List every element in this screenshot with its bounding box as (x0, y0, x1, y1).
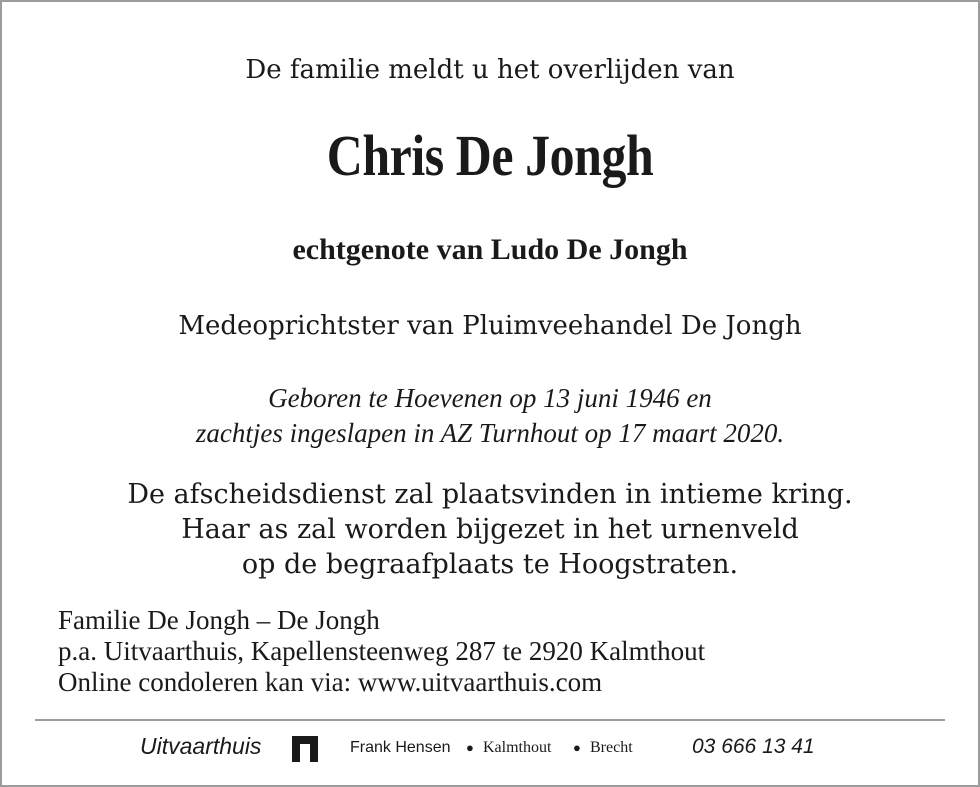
service-details (0, 477, 980, 582)
funeral-home-footer (0, 732, 980, 766)
spouse-line: echtgenote van Ludo De Jongh (292, 233, 688, 266)
location-brecht: Brecht (590, 739, 633, 756)
phone-number: 03 666 13 41 (692, 735, 815, 758)
funeral-home-brand: Uitvaarthuis (140, 733, 262, 759)
intro-text: De familie meldt u het overlijden van (245, 55, 735, 85)
contact-block (58, 605, 705, 698)
funeral-director: Frank Hensen (350, 739, 451, 756)
service-line-1: De afscheidsdienst zal plaatsvinden in intieme kring. (127, 479, 853, 510)
birth-death-dates (0, 381, 980, 451)
divider (35, 719, 945, 721)
founder-line: Medeoprichtster van Pluimveehandel De Jongh (178, 311, 802, 341)
location-kalmthout: Kalmthout (483, 739, 552, 756)
contact-online: Online condoleren kan via: www.uitvaarthuis.com (58, 667, 603, 697)
arch-logo-icon (290, 734, 320, 767)
contact-family: Familie De Jongh – De Jongh (58, 605, 380, 635)
separator-dot: ● (573, 740, 581, 755)
contact-address: p.a. Uitvaarthuis, Kapellensteenweg 287 te 2920 Kalmthout (58, 636, 706, 666)
dates-line-1: Geboren te Hoevenen op 13 juni 1946 en (268, 383, 712, 413)
dates-line-2: zachtjes ingeslapen in AZ Turnhout op 17 maart 2020. (195, 418, 785, 448)
service-line-3: op de begraafplaats te Hoogstraten. (241, 549, 739, 580)
deceased-name: Chris De Jongh (326, 123, 654, 188)
service-line-2: Haar as zal worden bijgezet in het urnenveld (181, 514, 799, 545)
separator-dot: ● (466, 740, 474, 755)
